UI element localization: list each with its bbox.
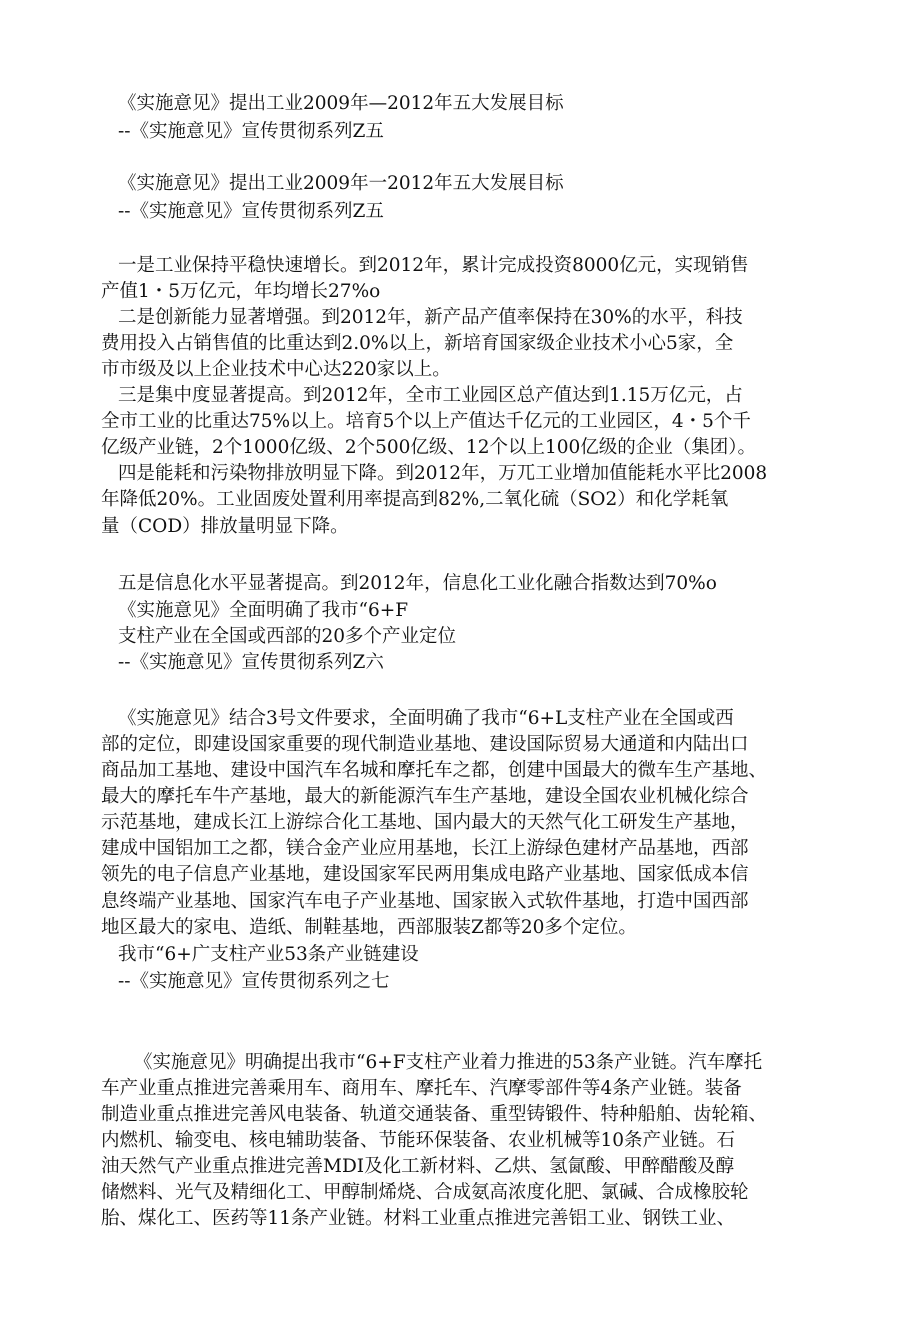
paragraph-line: 胎、煤化工、医药等11条产业链。材料工业重点推进完善铝工业、钢铁工业、	[101, 1208, 736, 1229]
paragraph-line: 《实施意见》明确提出我市“6+F支柱产业着力推进的53条产业链。汽车摩托	[134, 1052, 763, 1073]
paragraph-line: 全市工业的比重达75%以上。培育5个以上产值达千亿元的工业园区，4・5个千	[101, 411, 751, 432]
section-title-line: 支柱产业在全国或西部的20多个产业定位	[118, 626, 457, 647]
subtitle-line-3: --《实施意见》宣传贯彻系列Z六	[118, 652, 384, 673]
paragraph-line: 制造业重点推进完善风电装备、轨道交通装备、重型铸锻件、特种船舶、齿轮箱、	[101, 1104, 768, 1125]
paragraph-line: 四是能耗和污染物排放明显下降。到2012年，万兀工业增加值能耗水平比2008	[118, 463, 768, 484]
paragraph-line: 最大的摩托车牛产基地，最大的新能源汽车生产基地，建设全国农业机械化综合	[101, 786, 749, 807]
paragraph-line: 一是工业保持平稳快速增长。到2012年，累计完成投资8000亿元，实现销售	[118, 255, 749, 276]
paragraph-line: 二是创新能力显著增强。到2012年，新产品产值率保持在30%的水平，科技	[118, 307, 743, 328]
paragraph-line: 示范基地，建成长江上游综合化工基地、国内最大的天然气化工研发生产基地，	[101, 812, 749, 833]
paragraph-line: 息终端产业基地、国家汽车电子产业基地、国家嵌入式软件基地，打造中国西部	[101, 891, 749, 912]
subtitle-line-2: --《实施意见》宣传贯彻系列Z五	[118, 201, 384, 222]
paragraph-line: 三是集中度显著提高。到2012年，全市工业园区总产值达到1.15万亿元，占	[118, 385, 743, 406]
subtitle-line-4: --《实施意见》宣传贯彻系列之七	[118, 971, 390, 992]
paragraph-line: 储燃料、光气及精细化工、甲醇制烯烧、合成氨高浓度化肥、氯碱、合成橡胶轮	[101, 1182, 749, 1203]
title-line-2: 《实施意见》提出工业2009年一2012年五大发展目标	[118, 173, 564, 194]
paragraph-line: 领先的电子信息产业基地，建设国家军民两用集成电路产业基地、国家低成本信	[101, 864, 749, 885]
section-title-line: 《实施意见》全面明确了我市“6+F	[118, 600, 409, 621]
paragraph-line: 亿级产业链，2个1000亿级、2个500亿级、12个以上100亿级的企业（集团）。	[101, 437, 757, 458]
paragraph-line: 量（COD）排放量明显下降。	[101, 516, 349, 537]
paragraph-line: 油天然气产业重点推进完善MDI及化工新材料、乙烘、氢氤酸、甲醉醋酸及醇	[101, 1156, 735, 1177]
paragraph-line: 市市级及以上企业技术中心达220家以上。	[101, 359, 451, 380]
paragraph-line: 产值1・5万亿元，年均增长27%o	[101, 281, 381, 302]
paragraph-line: 年降低20%。工业固废处置利用率提高到82%,二氧化硫（SO2）和化学耗氧	[101, 489, 729, 510]
subtitle-line-1: --《实施意见》宣传贯彻系列Z五	[118, 121, 384, 142]
title-line-1: 《实施意见》提出工业2009年—2012年五大发展目标	[118, 93, 564, 114]
section-title-line: 我市“6+广支柱产业53条产业链建设	[118, 944, 419, 965]
paragraph-line: 部的定位，即建设国家重要的现代制造业基地、建设国际贸易大通道和内陆出口	[101, 734, 749, 755]
paragraph-line: 费用投入占销售值的比重达到2.0%以上，新培育国家级企业技术小心5家，全	[101, 333, 734, 354]
paragraph-line: 商品加工基地、建设中国汽车名城和摩托车之都，创建中国最大的微车生产基地、	[101, 760, 768, 781]
paragraph-line: 五是信息化水平显著提高。到2012年，信息化工业化融合指数达到70%o	[118, 573, 717, 594]
paragraph-line: 内燃机、输变电、核电辅助装备、节能环保装备、农业机械等10条产业链。石	[101, 1130, 736, 1151]
paragraph-line: 地区最大的家电、造纸、制鞋基地，西部服装Z都等20多个定位。	[101, 917, 637, 938]
paragraph-line: 车产业重点推进完善乘用车、商用车、摩托车、汽摩零部件等4条产业链。装备	[101, 1078, 742, 1099]
paragraph-line: 建成中国铝加工之都，镁合金产业应用基地，长江上游绿色建材产品基地，西部	[101, 838, 749, 859]
paragraph-line: 《实施意见》结合3号文件要求，全面明确了我市“6+L支柱产业在全国或西	[118, 708, 734, 729]
